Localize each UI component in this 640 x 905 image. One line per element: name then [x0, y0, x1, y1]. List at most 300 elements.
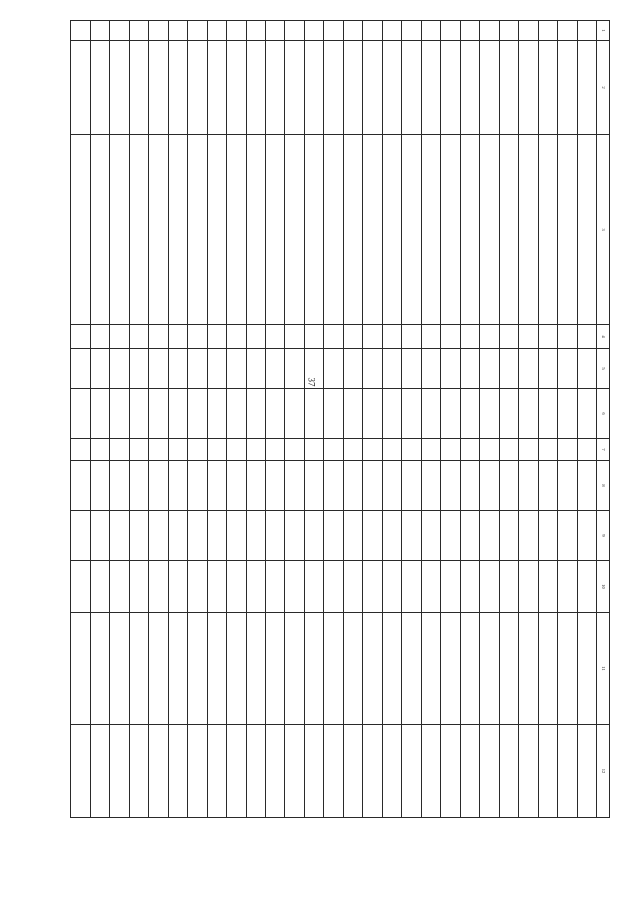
table-cell [480, 135, 499, 325]
table-cell [480, 613, 499, 725]
table-cell [304, 461, 323, 511]
table-cell [480, 349, 499, 389]
table-cell [441, 461, 460, 511]
table-cell [110, 439, 129, 461]
table-cell [285, 135, 304, 325]
table-cell [441, 325, 460, 349]
table-row [558, 21, 577, 818]
table-cell [71, 349, 91, 389]
table-cell [110, 21, 129, 41]
column-number: 11 [597, 613, 610, 725]
table-cell [246, 135, 265, 325]
table-cell [129, 325, 148, 349]
table-cell [168, 461, 187, 511]
table-cell [519, 41, 538, 135]
table-cell [207, 725, 226, 818]
table-cell [558, 725, 577, 818]
table-cell [90, 561, 109, 613]
table-cell [324, 561, 343, 613]
table-row [149, 21, 168, 818]
table-cell [499, 725, 518, 818]
table-cell [324, 135, 343, 325]
table-cell [90, 389, 109, 439]
table-cell [480, 389, 499, 439]
table-cell [324, 511, 343, 561]
table-cell [538, 511, 557, 561]
table-cell [577, 135, 596, 325]
table-cell [499, 439, 518, 461]
table-cell [558, 349, 577, 389]
table-cell [499, 41, 518, 135]
table-cell [577, 613, 596, 725]
table-cell [90, 725, 109, 818]
table-cell [227, 511, 246, 561]
table-cell [421, 561, 440, 613]
table-cell [538, 389, 557, 439]
table-cell [421, 135, 440, 325]
table-cell [421, 511, 440, 561]
table-cell [285, 21, 304, 41]
table-row [441, 21, 460, 818]
table-cell [266, 21, 285, 41]
table-cell [480, 511, 499, 561]
registry-rotated-frame [70, 20, 610, 817]
table-row [188, 21, 207, 818]
table-cell [402, 135, 421, 325]
table-cell [324, 21, 343, 41]
table-cell [382, 461, 401, 511]
table-cell [460, 349, 479, 389]
table-cell [519, 511, 538, 561]
table-cell [382, 135, 401, 325]
table-cell [266, 325, 285, 349]
table-cell [577, 21, 596, 41]
table-cell [343, 21, 362, 41]
table-cell [441, 511, 460, 561]
table-cell [363, 325, 382, 349]
table-row [304, 21, 323, 818]
table-cell [188, 461, 207, 511]
table-cell [71, 41, 91, 135]
table-cell [343, 561, 362, 613]
table-cell [71, 389, 91, 439]
table-cell [343, 325, 362, 349]
table-cell [188, 613, 207, 725]
table-cell [480, 561, 499, 613]
table-cell [577, 511, 596, 561]
table-cell [285, 439, 304, 461]
table-cell [480, 41, 499, 135]
table-cell [499, 349, 518, 389]
table-cell [246, 21, 265, 41]
table-cell [246, 511, 265, 561]
table-cell [558, 41, 577, 135]
table-cell [246, 349, 265, 389]
table-cell [149, 135, 168, 325]
table-cell [577, 561, 596, 613]
table-cell [343, 439, 362, 461]
table-cell [441, 613, 460, 725]
table-cell [168, 439, 187, 461]
table-cell [90, 21, 109, 41]
table-cell [441, 439, 460, 461]
table-cell [363, 511, 382, 561]
table-cell [499, 461, 518, 511]
column-number-row [597, 21, 610, 818]
table-cell [402, 389, 421, 439]
table-cell [207, 389, 226, 439]
table-cell [577, 725, 596, 818]
table-cell [266, 613, 285, 725]
table-cell [149, 511, 168, 561]
table-cell [363, 613, 382, 725]
table-cell [71, 325, 91, 349]
table-cell [460, 725, 479, 818]
table-cell [382, 561, 401, 613]
table-cell [343, 725, 362, 818]
table-cell [207, 461, 226, 511]
table-cell [129, 561, 148, 613]
table-cell [188, 439, 207, 461]
table-cell [577, 389, 596, 439]
table-cell [71, 725, 91, 818]
table-cell [382, 21, 401, 41]
table-cell [71, 511, 91, 561]
table-cell [129, 439, 148, 461]
table-cell [285, 389, 304, 439]
table-cell [188, 389, 207, 439]
table-cell [266, 349, 285, 389]
table-row [363, 21, 382, 818]
table-cell [402, 349, 421, 389]
table-cell [304, 349, 323, 389]
table-cell [382, 613, 401, 725]
table-cell [421, 461, 440, 511]
table-cell [363, 135, 382, 325]
table-cell [382, 725, 401, 818]
table-cell [441, 41, 460, 135]
column-number: 7 [597, 439, 610, 461]
table-cell [129, 135, 148, 325]
table-cell [402, 21, 421, 41]
table-row [266, 21, 285, 818]
table-cell [246, 461, 265, 511]
table-cell [480, 725, 499, 818]
table-row [499, 21, 518, 818]
table-cell [519, 613, 538, 725]
table-cell [421, 613, 440, 725]
table-cell [421, 21, 440, 41]
table-cell [188, 41, 207, 135]
table-cell [90, 613, 109, 725]
table-cell [168, 725, 187, 818]
table-cell [499, 21, 518, 41]
table-cell [519, 135, 538, 325]
table-cell [207, 439, 226, 461]
table-cell [129, 511, 148, 561]
table-cell [499, 561, 518, 613]
table-cell [71, 613, 91, 725]
table-cell [227, 725, 246, 818]
table-row [110, 21, 129, 818]
table-cell [227, 613, 246, 725]
table-cell [538, 561, 557, 613]
table-cell [246, 389, 265, 439]
table-cell [207, 613, 226, 725]
table-cell [149, 439, 168, 461]
table-cell [266, 561, 285, 613]
table-cell [71, 21, 91, 41]
table-cell [227, 349, 246, 389]
table-cell [129, 389, 148, 439]
table-cell [285, 461, 304, 511]
table-cell [285, 725, 304, 818]
table-cell [402, 325, 421, 349]
table-cell [246, 41, 265, 135]
page-number: 37 [306, 377, 317, 387]
table-cell [207, 349, 226, 389]
column-number: 6 [597, 389, 610, 439]
table-cell [558, 511, 577, 561]
table-cell [519, 461, 538, 511]
table-cell [558, 561, 577, 613]
table-cell [499, 325, 518, 349]
table-cell [324, 325, 343, 349]
table-cell [188, 511, 207, 561]
table-cell [110, 389, 129, 439]
registry-body [71, 21, 597, 818]
table-cell [577, 325, 596, 349]
table-cell [460, 325, 479, 349]
table-row [480, 21, 499, 818]
table-cell [324, 461, 343, 511]
table-row [538, 21, 557, 818]
table-cell [207, 135, 226, 325]
table-cell [227, 389, 246, 439]
table-cell [538, 439, 557, 461]
table-cell [285, 349, 304, 389]
table-cell [363, 561, 382, 613]
table-cell [343, 41, 362, 135]
table-cell [363, 389, 382, 439]
table-cell [324, 439, 343, 461]
table-cell [441, 389, 460, 439]
table-cell [227, 21, 246, 41]
table-cell [558, 325, 577, 349]
housing-registry-table [70, 20, 610, 818]
table-cell [460, 135, 479, 325]
table-cell [246, 561, 265, 613]
table-cell [188, 135, 207, 325]
table-cell [343, 511, 362, 561]
table-cell [519, 439, 538, 461]
table-cell [110, 561, 129, 613]
table-cell [149, 561, 168, 613]
table-cell [110, 349, 129, 389]
table-cell [519, 21, 538, 41]
table-cell [71, 561, 91, 613]
table-cell [188, 21, 207, 41]
table-cell [538, 21, 557, 41]
table-cell [558, 21, 577, 41]
table-cell [441, 135, 460, 325]
table-cell [304, 325, 323, 349]
table-cell [227, 325, 246, 349]
table-cell [285, 325, 304, 349]
table-cell [519, 325, 538, 349]
table-cell [110, 613, 129, 725]
table-cell [129, 613, 148, 725]
table-cell [90, 511, 109, 561]
table-cell [519, 725, 538, 818]
table-cell [285, 561, 304, 613]
table-cell [188, 349, 207, 389]
table-cell [538, 135, 557, 325]
table-cell [71, 135, 91, 325]
table-cell [90, 135, 109, 325]
table-cell [266, 135, 285, 325]
table-cell [343, 349, 362, 389]
table-cell [324, 613, 343, 725]
table-cell [538, 461, 557, 511]
table-cell [558, 439, 577, 461]
table-row [129, 21, 148, 818]
table-cell [71, 461, 91, 511]
table-cell [266, 439, 285, 461]
table-cell [382, 325, 401, 349]
table-cell [343, 613, 362, 725]
table-cell [480, 325, 499, 349]
table-cell [285, 613, 304, 725]
table-cell [402, 561, 421, 613]
table-cell [402, 511, 421, 561]
table-cell [382, 349, 401, 389]
table-row [90, 21, 109, 818]
table-cell [538, 613, 557, 725]
table-cell [558, 135, 577, 325]
table-cell [227, 461, 246, 511]
table-cell [266, 511, 285, 561]
table-cell [266, 389, 285, 439]
table-cell [227, 439, 246, 461]
table-cell [363, 41, 382, 135]
table-cell [441, 21, 460, 41]
table-cell [304, 561, 323, 613]
table-cell [110, 725, 129, 818]
table-row [519, 21, 538, 818]
table-cell [480, 439, 499, 461]
table-cell [441, 725, 460, 818]
table-cell [519, 389, 538, 439]
table-row [227, 21, 246, 818]
table-cell [460, 41, 479, 135]
table-cell [129, 21, 148, 41]
table-cell [129, 41, 148, 135]
table-cell [304, 41, 323, 135]
table-cell [460, 389, 479, 439]
table-cell [577, 41, 596, 135]
table-cell [402, 461, 421, 511]
table-row [71, 21, 91, 818]
table-cell [168, 349, 187, 389]
table-cell [460, 613, 479, 725]
table-cell [227, 561, 246, 613]
table-cell [188, 725, 207, 818]
table-cell [363, 349, 382, 389]
table-cell [110, 41, 129, 135]
table-cell [149, 725, 168, 818]
table-row [207, 21, 226, 818]
table-cell [246, 325, 265, 349]
column-number: 8 [597, 461, 610, 511]
table-cell [577, 349, 596, 389]
table-cell [519, 561, 538, 613]
table-row [343, 21, 362, 818]
table-row [421, 21, 440, 818]
table-cell [188, 561, 207, 613]
table-cell [363, 725, 382, 818]
table-row [168, 21, 187, 818]
table-cell [382, 389, 401, 439]
table-cell [110, 135, 129, 325]
table-cell [285, 511, 304, 561]
table-cell [304, 439, 323, 461]
table-cell [149, 325, 168, 349]
table-cell [421, 725, 440, 818]
table-cell [480, 21, 499, 41]
table-cell [538, 41, 557, 135]
table-cell [149, 613, 168, 725]
table-cell [460, 561, 479, 613]
table-cell [129, 461, 148, 511]
table-cell [168, 325, 187, 349]
table-cell [382, 511, 401, 561]
table-row [285, 21, 304, 818]
table-cell [421, 389, 440, 439]
table-cell [110, 511, 129, 561]
table-cell [304, 613, 323, 725]
table-cell [90, 325, 109, 349]
column-number: 5 [597, 349, 610, 389]
table-cell [499, 389, 518, 439]
table-cell [363, 21, 382, 41]
table-cell [246, 439, 265, 461]
table-cell [421, 439, 440, 461]
table-cell [324, 349, 343, 389]
column-number: 4 [597, 325, 610, 349]
table-cell [168, 561, 187, 613]
table-row [460, 21, 479, 818]
table-cell [207, 325, 226, 349]
table-cell [304, 21, 323, 41]
table-cell [421, 325, 440, 349]
table-cell [402, 613, 421, 725]
table-cell [382, 41, 401, 135]
table-row [382, 21, 401, 818]
table-cell [421, 41, 440, 135]
table-cell [227, 135, 246, 325]
table-cell [246, 613, 265, 725]
table-cell [421, 349, 440, 389]
table-cell [285, 41, 304, 135]
table-cell [363, 439, 382, 461]
table-cell [558, 461, 577, 511]
table-cell [538, 325, 557, 349]
table-cell [324, 389, 343, 439]
table-cell [324, 41, 343, 135]
table-cell [90, 349, 109, 389]
table-cell [149, 461, 168, 511]
